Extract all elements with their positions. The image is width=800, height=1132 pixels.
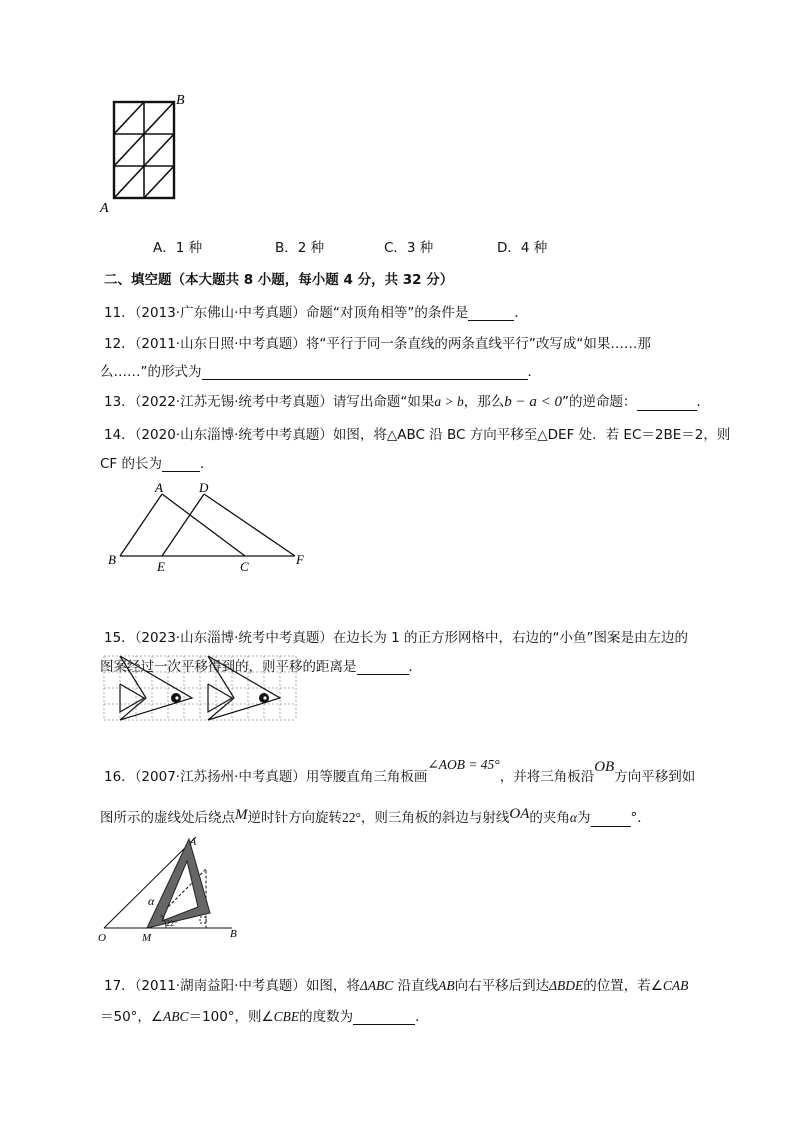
q16-end: °． [630, 810, 651, 826]
q16-text2-c: ，则三角板的斜边与射线 [360, 810, 510, 826]
q17-math-1: ΔABC [359, 978, 394, 993]
q17-text-b: 沿直线 [397, 978, 439, 994]
q11-end: ． [514, 305, 528, 321]
q16-text-b: ，并将三角板沿 [499, 769, 595, 785]
q17-text2-b: ＝100°，则∠ [188, 1009, 274, 1025]
q13-text-c: ”的逆命题： [562, 394, 637, 410]
question-13 [104, 390, 710, 411]
label-alpha: α [148, 894, 155, 908]
translated-triangles-figure [100, 478, 330, 573]
q14-text-1: （2020·山东淄博·统考中考真题）如图，将△ABC 沿 BC 方向平移至△DEF 处．若 EC＝2BE＝2，则 [134, 427, 731, 443]
question-17-line-2 [100, 1005, 429, 1025]
q17-math-2: AB [438, 978, 455, 993]
q16-text2-e: 为 [577, 810, 591, 826]
q11-number: 11． [104, 305, 135, 321]
label-o: O [98, 932, 106, 944]
answer-blank-12[interactable] [202, 365, 528, 380]
label-f: F [296, 552, 304, 567]
label-a: A [100, 201, 109, 215]
q15-text-1: （2023·山东淄博·统考中考真题）在边长为 1 的正方形网格中，右边的“小鱼”图案是由左边的 [134, 630, 689, 646]
q16-math-1: ∠AOB = 45° [427, 757, 500, 772]
q17-math-4: CAB [662, 978, 689, 993]
q14-end: ． [199, 456, 214, 472]
question-17 [104, 974, 688, 994]
q17-math-3: ΔBDE [549, 978, 584, 993]
q16-math-6: α [569, 810, 577, 825]
option-a: A．1 种 [153, 240, 203, 256]
q17-number: 17． [104, 978, 135, 994]
q15-end: ． [408, 659, 422, 675]
q14-text-2: CF 的长为 [100, 456, 162, 472]
q17-text-c: 向右平移后到达 [454, 978, 550, 994]
q13-math-1: a > b [434, 394, 464, 409]
q13-end: ． [696, 394, 710, 410]
label-a: A [155, 480, 163, 495]
label-b: B [108, 552, 116, 567]
q16-text2-b: 逆时针方向旋转 [247, 810, 342, 826]
answer-blank-17[interactable] [353, 1010, 415, 1025]
q16-text2-a: 图所示的虚线处后绕点 [100, 810, 235, 826]
q17-math-5: ABC [163, 1009, 189, 1024]
option-c: C．3 种 [384, 240, 434, 256]
label-b: B [176, 93, 185, 108]
section-heading: 二、填空题（本大题共 8 小题，每小题 4 分，共 32 分） [104, 272, 454, 288]
q16-text-a: （2007·江苏扬州·中考真题）用等腰直角三角板画 [134, 769, 428, 785]
q12-number: 12． [104, 336, 135, 352]
q17-text2-c: 的度数为 [299, 1009, 354, 1025]
option-b: B．2 种 [275, 240, 325, 256]
answer-blank-13[interactable] [637, 396, 697, 411]
q16-text-c: 方向平移到如 [614, 769, 696, 785]
q13-number: 13． [104, 394, 135, 410]
label-a: A [190, 837, 197, 848]
answer-blank-15[interactable] [357, 660, 409, 675]
q16-math-4: 22° [342, 810, 361, 825]
label-c: C [240, 559, 249, 573]
question-16 [104, 757, 696, 786]
q17-end: ． [415, 1009, 429, 1025]
q13-math-2: b − a < 0 [504, 394, 562, 410]
q17-text-a: （2011·湖南益阳·中考真题）如图，将 [134, 978, 360, 994]
label-e: E [157, 559, 165, 573]
question-12-line-2 [100, 360, 541, 380]
q17-math-6: CBE [273, 1009, 300, 1024]
q15-number: 15． [104, 630, 135, 646]
question-14-line-2 [100, 452, 213, 472]
q17-text-d: 的位置，若∠ [583, 978, 663, 994]
set-square-figure [92, 833, 252, 948]
label-angle: 22° [166, 919, 178, 928]
option-d: D．4 种 [497, 240, 548, 256]
q16-text2-d: 的夹角 [529, 810, 570, 826]
label-m: M [142, 932, 152, 944]
q16-math-2: OB [594, 759, 615, 775]
question-12 [104, 332, 651, 352]
question-14 [104, 423, 730, 443]
q14-number: 14． [104, 427, 135, 443]
q16-math-5: OA [509, 806, 530, 822]
q11-text: （2013·广东佛山·中考真题）命题“对顶角相等”的条件是 [134, 305, 469, 321]
q15-text-2: 图案经过一次平移得到的，则平移的距离是 [100, 659, 357, 675]
q16-number: 16． [104, 769, 135, 785]
grid-figure [96, 90, 206, 215]
q12-text-2: 么……”的形式为 [100, 364, 202, 380]
q16-math-3: M [235, 807, 248, 823]
fish-grid-figure [100, 652, 305, 732]
label-b: B [230, 928, 237, 940]
question-16-line-2 [100, 806, 651, 827]
question-11 [104, 301, 528, 321]
q12-text-1: （2011·山东日照·中考真题）将“平行于同一条直线的两条直线平行”改写成“如果……那 [134, 336, 651, 352]
label-d: D [199, 480, 209, 495]
q13-text-a: （2022·江苏无锡·统考中考真题）请写出命题“如果 [134, 394, 435, 410]
q13-text-b: ，那么 [463, 394, 505, 410]
answer-blank-11[interactable] [468, 306, 514, 321]
answer-blank-16[interactable] [591, 812, 631, 827]
question-15 [104, 626, 688, 646]
q12-end: ． [527, 364, 541, 380]
answer-blank-14[interactable] [162, 457, 200, 472]
q17-text2-a: ＝50°，∠ [100, 1009, 164, 1025]
